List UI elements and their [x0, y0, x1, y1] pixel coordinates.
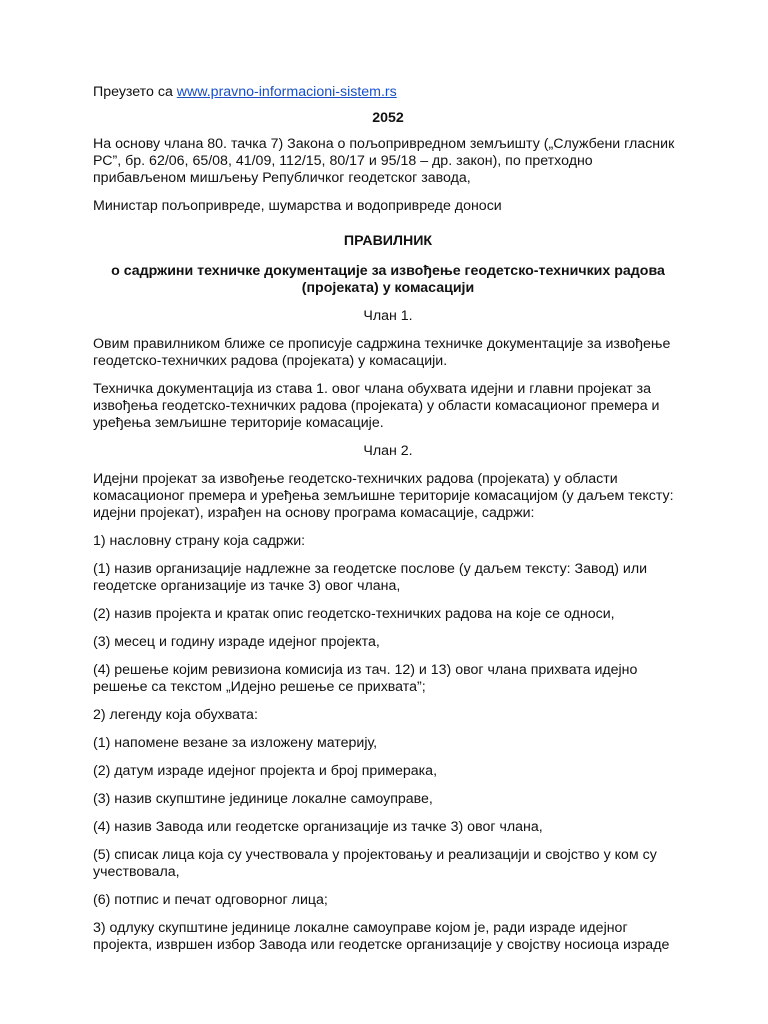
source-link[interactable]: www.pravno-informacioni-sistem.rs: [176, 84, 397, 100]
act-type-heading: ПРАВИЛНИК: [343, 233, 433, 249]
list-item: (1) назив организације надлежне за геодетске послове (у даљем тексту: Завод) или геодетске организације из тачке 3) овог члана,: [93, 561, 648, 594]
list-item: 3) одлуку скупштине јединице локалне самоуправе којом је, ради израде идејног пројекта, извршен избор Завода или геодетске организације у својству носиоца израде: [93, 920, 670, 953]
preamble-paragraph: На основу члана 80. тачка 7) Закона о пољопривредном земљишту („Службени гласник РС”, бр. 62/06, 65/08, 41/09, 112/15, 80/17 и 95/18 – др. закон), по претходно прибављеном мишљењу Републичког геодетског завода,: [93, 136, 675, 186]
article-2-heading: Члан 2.: [363, 443, 413, 459]
list-item: (2) датум израде идејног пројекта и број примерака,: [93, 763, 438, 779]
source-prefix: Преузето са: [93, 84, 177, 100]
article-1-paragraph: Техничка документација из става 1. овог члана обухвата идејни и главни пројекат за извођења геодетско-техничких радова (пројеката) у области комасационог премера и уређења земљишне територије комасације.: [93, 381, 660, 431]
list-item: (3) назив скупштине јединице локалне самоуправе,: [93, 791, 433, 807]
list-item: (1) напомене везане за изложену материју,: [93, 735, 378, 751]
list-item: (4) назив Завода или геодетске организације из тачке 3) овог члана,: [93, 819, 543, 835]
article-1-heading: Члан 1.: [363, 308, 413, 324]
list-item: 2) легенду која обухвата:: [93, 707, 258, 723]
list-item: (5) списак лица која су учествовала у пројектовању и реализацији и својство у ком су учествовала,: [93, 847, 657, 880]
act-title-heading: о садржини техничке документације за извођење геодетско-техничких радова (пројеката) у комасацији: [111, 263, 665, 296]
article-1-paragraph: Овим правилником ближе се прописује садржина техничке документације за извођење геодетско-техничких радова (пројеката) у комасацији.: [93, 336, 671, 369]
list-item: (3) месец и годину израде идејног пројекта,: [93, 634, 380, 650]
document-page: [93, 84, 683, 965]
source-line: [93, 84, 683, 101]
list-item: (6) потпис и печат одговорног лица;: [93, 892, 328, 908]
list-item: 1) насловну страну која садржи:: [93, 533, 306, 549]
article-2-paragraph: Идејни пројекат за извођење геодетско-техничких радова (пројеката) у области комасационог премера и уређења земљишне територије комасацијом (у даљем тексту: идејни пројекат), израђен на основу програма комасације, садржи:: [93, 471, 674, 521]
list-item: (4) решење којим ревизиона комисија из тач. 12) и 13) овог члана прихвата идејно решење са текстом „Идејно решење се прихвата”;: [93, 662, 638, 695]
list-item: (2) назив пројекта и кратак опис геодетско-техничких радова на које се односи,: [93, 606, 615, 622]
issuer-paragraph: Министар пољопривреде, шумарства и водопривреде доноси: [93, 198, 502, 214]
document-number: 2052: [372, 110, 404, 126]
